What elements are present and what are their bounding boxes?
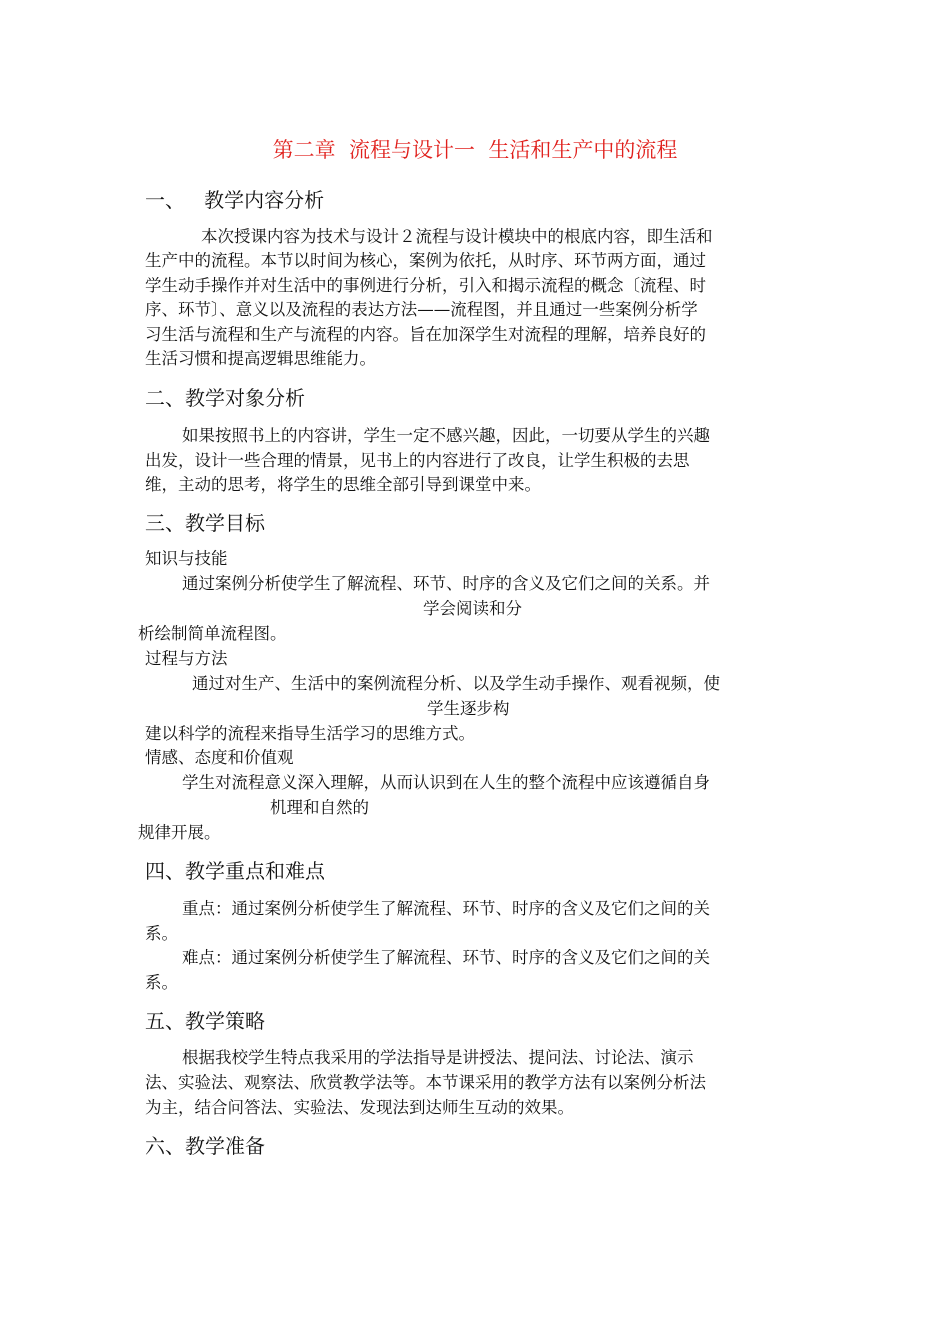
paragraph-line: 学生对流程意义深入理解，从而认识到在人生的整个流程中应该遵循自身 <box>182 773 710 792</box>
paragraph-line: 重点：通过案例分析使学生了解流程、环节、时序的含义及它们之间的关 <box>182 899 710 918</box>
paragraph-line: 学会阅读和分 <box>423 599 522 618</box>
paragraph-line: 建以科学的流程来指导生活学习的思维方式。 <box>145 724 475 743</box>
paragraph-line: 学生逐步构 <box>427 699 510 718</box>
paragraph-line: 通过案例分析使学生了解流程、环节、时序的含义及它们之间的关系。并 <box>182 574 710 593</box>
paragraph-line: 根据我校学生特点我采用的学法指导是讲授法、提问法、讨论法、演示 <box>182 1048 694 1067</box>
paragraph-line: 生产中的流程。本节以时间为核心，案例为依托，从时序、环节两方面，通过 <box>145 251 706 270</box>
paragraph-line: 难点：通过案例分析使学生了解流程、环节、时序的含义及它们之间的关 <box>182 948 710 967</box>
section-heading-audience-analysis: 二、教学对象分析 <box>145 386 305 410</box>
paragraph-line: 为主，结合问答法、实验法、发现法到达师生互动的效果。 <box>145 1098 574 1117</box>
subheading-knowledge: 知识与技能 <box>145 549 228 568</box>
paragraph-line: 规律开展。 <box>138 823 221 842</box>
paragraph-line: 机理和自然的 <box>270 798 369 817</box>
paragraph-line: 通过对生产、生活中的案例流程分析、以及学生动手操作、观看视频，使 <box>192 674 720 693</box>
paragraph-line: 本次授课内容为技术与设计２流程与设计模块中的根底内容，即生活和 <box>201 227 713 246</box>
paragraph-line: 如果按照书上的内容讲，学生一定不感兴趣，因此，一切要从学生的兴趣 <box>182 426 710 445</box>
page-title: 第二章 流程与设计一 生活和生产中的流程 <box>272 138 678 162</box>
paragraph-line: 析绘制简单流程图。 <box>138 624 287 643</box>
section-heading-strategy: 五、教学策略 <box>145 1009 265 1033</box>
paragraph-line: 系。 <box>145 973 178 992</box>
paragraph-line: 生活习惯和提高逻辑思维能力。 <box>145 349 376 368</box>
paragraph-line: 学生动手操作并对生活中的事例进行分析，引入和揭示流程的概念〔流程、时 <box>145 276 706 295</box>
paragraph-line: 序、环节〕、意义以及流程的表达方法——流程图，并且通过一些案例分析学 <box>145 300 698 319</box>
section-heading-preparation: 六、教学准备 <box>145 1134 265 1158</box>
section-heading-key-points: 四、教学重点和难点 <box>145 859 325 883</box>
paragraph-line: 维，主动的思考，将学生的思维全部引导到课堂中来。 <box>145 475 541 494</box>
paragraph-line: 出发，设计一些合理的情景，见书上的内容进行了改良，让学生积极的去思 <box>145 451 690 470</box>
subheading-emotion: 情感、态度和价值观 <box>145 748 294 767</box>
section-heading-content-analysis: 一、 教学内容分析 <box>145 188 325 212</box>
paragraph-line: 习生活与流程和生产与流程的内容。旨在加深学生对流程的理解，培养良好的 <box>145 325 706 344</box>
subheading-process: 过程与方法 <box>145 649 228 668</box>
section-heading-objectives: 三、教学目标 <box>145 511 265 535</box>
paragraph-line: 系。 <box>145 924 178 943</box>
paragraph-line: 法、实验法、观察法、欣赏教学法等。本节课采用的教学方法有以案例分析法 <box>145 1073 706 1092</box>
